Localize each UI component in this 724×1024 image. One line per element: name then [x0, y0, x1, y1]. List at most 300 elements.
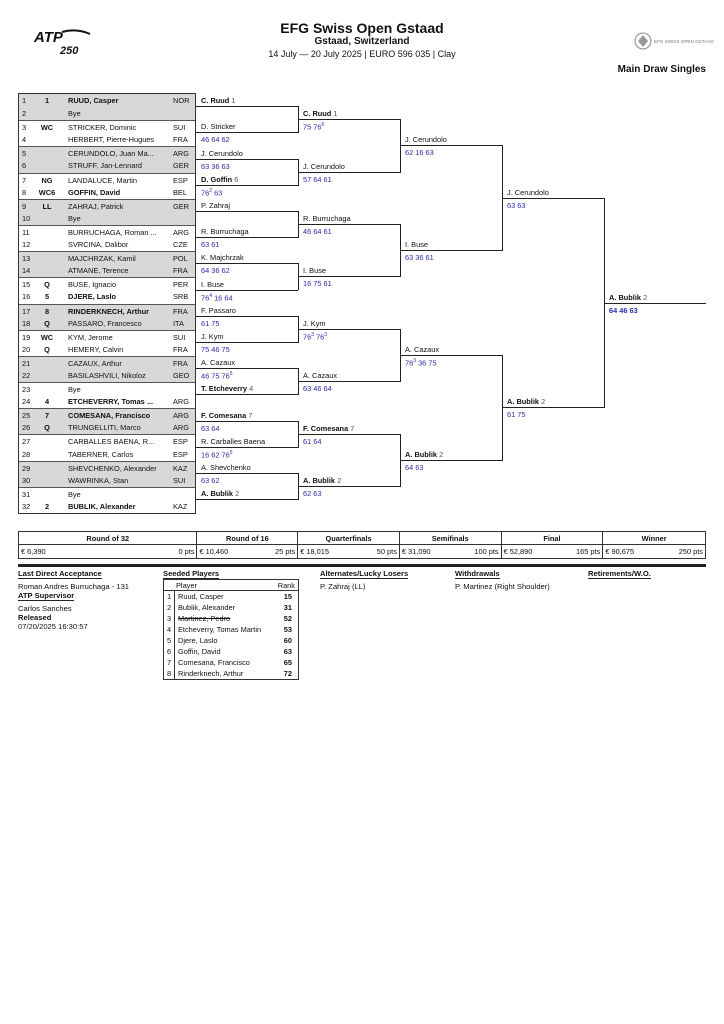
seeded-player-rank: 31: [283, 603, 292, 612]
score-text: 76: [303, 332, 312, 342]
player-row: [19, 107, 195, 120]
player-nationality: ARG: [173, 227, 190, 237]
player-name: BURRUCHAGA, Roman ...: [68, 227, 157, 237]
player-nationality: SUI: [173, 332, 186, 342]
match-score: [201, 345, 230, 354]
seeded-player-name: Bublik, Alexander: [178, 603, 236, 612]
withdrawals-value: P. Martinez (Right Shoulder): [455, 582, 550, 591]
r2-slot-line: [196, 185, 298, 186]
player-nationality: POL: [173, 254, 188, 264]
r2-slot-line: [196, 106, 298, 107]
seeded-player-name: Ruud, Casper: [178, 592, 224, 601]
r2-slot-line: [196, 394, 298, 395]
tiebreak-score: 2: [209, 187, 213, 194]
score-text: 63 64: [201, 423, 220, 433]
tournament-meta: 14 July — 20 July 2025 | EURO 596 035 | Clay: [268, 49, 456, 59]
match-score: [507, 201, 526, 210]
qf-slot-line: [298, 224, 400, 225]
bracket-winner-name: [201, 358, 235, 367]
winner-name-text: J. Cerundolo: [303, 161, 345, 171]
player-nationality: FRA: [173, 266, 188, 276]
retirements-heading: Retirements/W.O.: [588, 569, 651, 578]
tiebreak-score: 3: [324, 331, 328, 338]
player-row: [19, 212, 195, 225]
bracket-winner-name: [303, 371, 337, 380]
player-nationality: ITA: [173, 318, 184, 328]
bracket-winner-name: [201, 280, 224, 289]
winner-seed: 2: [337, 476, 342, 485]
event-logo: [630, 28, 714, 54]
player-draw-number: 30: [22, 475, 31, 485]
player-nationality: FRA: [173, 358, 188, 368]
winner-seed: 7: [350, 423, 355, 433]
winner-name-text: A. Cazaux: [303, 371, 338, 381]
player-nationality: NOR: [173, 96, 190, 105]
ranking-points: 250 pts: [678, 547, 703, 556]
player-seed: WC: [40, 332, 54, 342]
player-row: [19, 382, 195, 395]
winner-name-text: F. Comesana: [201, 410, 247, 420]
seeded-player-row: [164, 591, 298, 602]
prize-money: € 52,890: [503, 547, 533, 556]
qf-slot-line: [298, 119, 400, 120]
player-name: SHEVCHENKO, Alexander: [68, 463, 157, 473]
score-text: 57 64 61: [303, 174, 332, 184]
seeded-player-rank: 53: [283, 625, 292, 634]
player-draw-number: 18: [22, 318, 31, 328]
released-timestamp: 07/20/2025 16:30:57: [18, 622, 88, 631]
footer-divider: [18, 564, 706, 567]
score-text-rest: 76: [314, 332, 325, 342]
winner-name-text: D. Stricker: [201, 122, 236, 132]
player-draw-number: 1: [22, 96, 27, 105]
match-score: [201, 188, 222, 197]
player-name: ETCHEVERRY, Tomas ...: [68, 397, 154, 407]
ranking-points: 0 pts: [178, 547, 195, 556]
r2-slot-line: [196, 132, 298, 133]
player-row: [19, 120, 195, 133]
player-row: [19, 500, 195, 513]
winner-name-text: J. Cerundolo: [201, 148, 243, 158]
player-name: LANDALUCE, Martin: [68, 175, 137, 185]
match-score: [303, 122, 324, 131]
match-score: [201, 424, 220, 433]
player-draw-number: 10: [22, 213, 31, 223]
player-seed: 1: [44, 96, 50, 105]
score-text-rest: 63: [212, 188, 223, 198]
match-score: [201, 135, 230, 144]
prize-cell: [197, 545, 298, 558]
prize-round-header: Final: [502, 532, 604, 544]
player-seed: 2: [44, 501, 50, 511]
player-row: [19, 251, 195, 264]
score-text: 61 64: [303, 436, 322, 446]
winner-seed: 2: [643, 292, 648, 302]
r2-slot-line: [196, 447, 298, 448]
score-text: 63 36 63: [201, 161, 230, 171]
player-row: [19, 238, 195, 251]
tournament-title: EFG Swiss Open Gstaad: [280, 20, 444, 36]
player-seed: Q: [44, 344, 50, 354]
qf-slot-line: [298, 381, 400, 382]
score-text: 61 75: [507, 410, 526, 420]
bracket-winner-name: [303, 424, 354, 433]
atp-supervisor-value: Carlos Sanches: [18, 604, 72, 613]
ranking-points: 100 pts: [474, 547, 499, 556]
player-draw-number: 19: [22, 332, 31, 342]
match-score: [609, 306, 638, 315]
match-score: [201, 476, 220, 485]
winner-name-text: F. Passaro: [201, 305, 236, 315]
player-nationality: SRB: [173, 292, 189, 302]
winner-name-text: I. Buse: [405, 240, 429, 250]
player-draw-number: 16: [22, 292, 31, 302]
seeded-player-name: Etcheverry, Tomas Martin: [178, 625, 262, 634]
bracket-winner-name: [201, 122, 236, 131]
bracket-winner-name: [405, 135, 447, 144]
seeded-player-row: [164, 668, 298, 679]
bracket-winner-name: [201, 149, 243, 158]
prize-cell: [502, 545, 604, 558]
seeded-player-row: [164, 624, 298, 635]
player-draw-number: 24: [22, 397, 31, 407]
player-draw-number: 13: [22, 254, 31, 264]
match-score: [303, 384, 332, 393]
tournament-location: Gstaad, Switzerland: [314, 36, 410, 47]
score-text: 63 61: [201, 240, 220, 250]
player-nationality: ARG: [173, 423, 190, 433]
score-text-rest: 16 64: [212, 292, 233, 302]
seed-number: 6: [164, 646, 175, 657]
player-name: CERUNDOLO, Juan Ma...: [68, 149, 154, 159]
player-draw-number: 29: [22, 463, 31, 473]
player-row: [19, 186, 195, 199]
player-row: [19, 264, 195, 277]
last-direct-acceptance-heading: Last Direct Acceptance: [18, 569, 102, 578]
prize-money: € 31,090: [401, 547, 431, 556]
seed-number: 3: [164, 613, 175, 624]
score-text: 62 63: [303, 489, 322, 498]
ranking-points: 50 pts: [376, 547, 397, 556]
qf-slot-line: [298, 276, 400, 277]
r2-slot-line: [196, 290, 298, 291]
player-draw-number: 8: [22, 187, 27, 197]
match-score: [201, 240, 220, 249]
player-draw-number: 31: [22, 489, 31, 499]
player-draw-number: 2: [22, 109, 27, 119]
winner-seed: 2: [235, 489, 240, 499]
score-text: 46 75 76: [201, 371, 230, 381]
player-draw-number: 25: [22, 411, 31, 421]
player-name: SVRCINA, Dalibor: [68, 240, 129, 250]
player-row: [19, 369, 195, 382]
draw-type-label: Main Draw Singles: [617, 64, 706, 75]
player-row: [19, 421, 195, 434]
bracket-winner-name: [201, 96, 236, 105]
player-draw-number: 14: [22, 266, 31, 276]
player-name: ATMANE, Terence: [68, 266, 129, 276]
score-text: 75 76: [303, 122, 322, 132]
bracket-winner-name: [201, 332, 224, 341]
seeded-player-name: Goffin, David: [178, 647, 221, 656]
seeded-players-table: [163, 579, 299, 680]
seed-number: 5: [164, 635, 175, 646]
winner-seed: 2: [439, 449, 444, 459]
player-row: [19, 408, 195, 421]
bracket-winner-name: [405, 240, 428, 249]
match-score: [201, 371, 233, 380]
sf-slot-line: [400, 145, 502, 146]
player-row: [19, 133, 195, 146]
player-row: [19, 317, 195, 330]
r2-slot-line: [196, 237, 298, 238]
player-name: PASSARO, Francesco: [68, 318, 142, 328]
score-text: 76: [201, 292, 210, 302]
player-draw-number: 3: [22, 123, 27, 133]
last-direct-acceptance-value: Roman Andres Burruchaga - 131: [18, 582, 130, 591]
player-seed: 8: [44, 306, 50, 316]
match-score: [405, 463, 424, 472]
match-score: [405, 148, 434, 157]
player-row: [19, 474, 195, 487]
score-text: 46 64 62: [201, 135, 230, 145]
player-nationality: FRA: [173, 344, 188, 354]
player-seed: 4: [44, 397, 50, 407]
seed-number: 7: [164, 657, 175, 668]
player-nationality: KAZ: [173, 463, 188, 473]
score-text: 75 46 75: [201, 344, 230, 354]
bracket-winner-name: [201, 227, 249, 236]
bracket-winner-name: [303, 476, 341, 485]
player-draw-number: 15: [22, 280, 31, 290]
match-score: [303, 437, 322, 446]
ranking-points: 165 pts: [576, 547, 601, 556]
bracket-winner-name: [303, 319, 326, 328]
score-text: 76: [405, 358, 414, 368]
bracket-winner-name: [303, 162, 345, 171]
player-row: [19, 277, 195, 290]
prize-cell: [298, 545, 400, 558]
score-text: 64 36 62: [201, 266, 230, 276]
player-draw-number: 26: [22, 423, 31, 433]
player-name: CAZAUX, Arthur: [68, 358, 122, 368]
match-score: [405, 358, 437, 367]
player-name: WAWRINKA, Stan: [68, 475, 129, 485]
score-text: 64 63: [405, 462, 424, 472]
player-name: Bye: [68, 213, 81, 223]
tiebreak-score: 3: [413, 358, 417, 364]
qf-slot-line: [298, 172, 400, 173]
sf-slot-line: [400, 460, 502, 461]
winner-name-text: J. Cerundolo: [405, 135, 447, 145]
match-score: [405, 253, 434, 262]
prize-cell: [400, 545, 502, 558]
seeded-player-rank: 65: [283, 658, 292, 667]
tiebreak-score: 5: [229, 371, 233, 378]
alternates-value: P. Zahraj (LL): [320, 582, 366, 591]
alternates-heading: Alternates/Lucky Losers: [320, 569, 409, 578]
player-draw-number: 17: [22, 306, 31, 316]
sf-slot-line: [400, 250, 502, 251]
player-nationality: SUI: [173, 475, 186, 485]
player-draw-number: 9: [22, 201, 27, 211]
tiebreak-score: 6: [321, 122, 325, 129]
r2-slot-line: [196, 368, 298, 369]
bracket-winner-name: [609, 293, 647, 302]
player-name: BUBLIK, Alexander: [68, 501, 136, 511]
winner-name-text: R. Carballes Baena: [201, 436, 266, 446]
seeded-players-heading: Seeded Players: [163, 569, 220, 578]
player-row: [19, 290, 195, 303]
bracket-winner-name: [303, 109, 338, 118]
score-text: 46 64 61: [303, 227, 332, 236]
match-score: [507, 410, 526, 419]
score-text: 61 75: [201, 318, 220, 328]
bracket-winner-name: [405, 345, 439, 354]
player-name: BASILASHVILI, Nikoloz: [68, 370, 146, 380]
winner-name-text: P. Zahraj: [201, 200, 231, 210]
match-score: [303, 332, 327, 341]
player-nationality: ESP: [173, 449, 188, 459]
prize-cell: [603, 545, 705, 558]
r2-slot-line: [196, 211, 298, 212]
player-name: GOFFIN, David: [68, 187, 121, 197]
winner-name-text: T. Etcheverry: [201, 384, 248, 394]
r2-slot-line: [196, 473, 298, 474]
atp-logo-text: ATP: [34, 29, 63, 46]
winner-seed: 2: [541, 397, 546, 407]
player-seed: 7: [44, 411, 50, 421]
bracket-winner-name: [201, 489, 239, 498]
seeded-player-row: [164, 635, 298, 646]
bracket-winner-name: [201, 306, 236, 315]
player-seed: NG: [41, 175, 53, 185]
match-score: [201, 450, 233, 459]
score-text: 76: [201, 188, 210, 198]
player-name: STRICKER, Dominic: [68, 123, 137, 133]
player-draw-number: 21: [22, 358, 31, 368]
seeded-table-header: [164, 580, 298, 591]
match-score: [303, 279, 332, 288]
seeded-player-rank: 60: [283, 636, 292, 645]
player-nationality: GER: [173, 161, 190, 171]
winner-name-text: A. Bublik: [609, 292, 642, 302]
seeded-player-name: Rinderknech, Arthur: [178, 669, 244, 678]
player-name: Bye: [68, 385, 81, 395]
player-draw-number: 11: [22, 227, 30, 237]
player-draw-number: 28: [22, 449, 31, 459]
match-score: [303, 227, 332, 236]
seeded-col-rank: Rank: [277, 581, 295, 590]
player-draw-number: 7: [22, 175, 27, 185]
winner-name-text: A. Bublik: [507, 397, 540, 407]
champion-line: [604, 303, 706, 304]
score-text: 63 36 61: [405, 253, 434, 263]
prize-cell: [19, 545, 197, 558]
player-name: Bye: [68, 109, 81, 119]
event-logo-text: EFG SWISS OPEN GSTAAD: [654, 39, 714, 44]
player-nationality: ESP: [173, 437, 188, 447]
player-seed: Q: [44, 280, 50, 290]
player-name: HERBERT, Pierre-Hugues: [68, 135, 155, 145]
tiebreak-score: 5: [229, 449, 233, 456]
winner-name-text: C. Ruud: [303, 109, 332, 119]
winner-name-text: C. Ruud: [201, 96, 230, 106]
prize-money: € 10,460: [199, 547, 229, 556]
player-nationality: GEO: [173, 370, 190, 380]
bracket-winner-name: [201, 175, 238, 184]
winner-name-text: A. Bublik: [303, 476, 336, 485]
player-seed: WC: [40, 123, 54, 133]
score-text: 16 62 76: [201, 450, 230, 460]
match-score: [201, 162, 230, 171]
prize-round-header: Round of 16: [197, 532, 298, 544]
seeded-player-name: Djere, Laslo: [178, 636, 218, 645]
player-name: DJERE, Laslo: [68, 292, 117, 302]
prize-round-header: Winner: [641, 534, 667, 543]
bracket-winner-name: [201, 437, 265, 446]
seed-number: 1: [164, 591, 175, 602]
score-text: 63 46 64: [303, 384, 332, 394]
seeded-player-rank: 52: [283, 614, 292, 623]
player-name: STRUFF, Jan-Lennard: [68, 161, 142, 171]
bracket-winner-name: [303, 214, 351, 223]
player-name: CARBALLES BAENA, R...: [68, 437, 155, 447]
match-score: [201, 319, 220, 328]
player-nationality: CZE: [173, 240, 188, 250]
qf-slot-line: [298, 486, 400, 487]
winner-name-text: R. Burruchaga: [303, 214, 351, 223]
player-nationality: ARG: [173, 411, 190, 421]
prize-round-header: Round of 32: [19, 532, 197, 544]
player-nationality: ARG: [173, 397, 190, 407]
seeded-player-rank: 72: [283, 669, 292, 678]
bracket-winner-name: [303, 266, 326, 275]
winner-name-text: I. Buse: [303, 266, 327, 276]
player-nationality: KAZ: [173, 501, 188, 511]
ranking-points: 25 pts: [275, 547, 296, 556]
bracket-winner-name: [507, 397, 545, 406]
tiebreak-score: 4: [209, 292, 213, 299]
winner-seed: 1: [231, 96, 236, 106]
player-row: [19, 159, 195, 172]
player-name: HEMERY, Calvin: [68, 344, 124, 354]
player-name: COMESANA, Francisco: [68, 411, 151, 421]
winner-name-text: F. Comesana: [303, 423, 349, 433]
r2-slot-line: [196, 263, 298, 264]
winner-name-text: A. Cazaux: [201, 358, 236, 368]
final-slot-line: [502, 407, 604, 408]
winner-name-text: A. Bublik: [405, 449, 438, 459]
player-name: BUSE, Ignacio: [68, 280, 117, 290]
player-row: [19, 94, 195, 107]
seeded-player-row: [164, 646, 298, 657]
player-row: [19, 448, 195, 461]
player-name: TABERNER, Carlos: [68, 449, 134, 459]
seeded-player-row: [164, 657, 298, 668]
player-name: TRUNGELLITI, Marco: [68, 423, 141, 433]
player-row: [19, 173, 195, 186]
prize-money-table: [18, 531, 706, 559]
player-draw-number: 23: [22, 385, 31, 395]
player-nationality: BEL: [173, 187, 187, 197]
seeded-player-name: Comesana, Francisco: [178, 658, 250, 667]
r2-slot-line: [196, 421, 298, 422]
seeded-player-name: Martinez, Pedro: [178, 614, 231, 623]
winner-seed: 6: [234, 174, 239, 184]
player-seed: Q: [44, 423, 50, 433]
player-nationality: FRA: [173, 306, 188, 316]
